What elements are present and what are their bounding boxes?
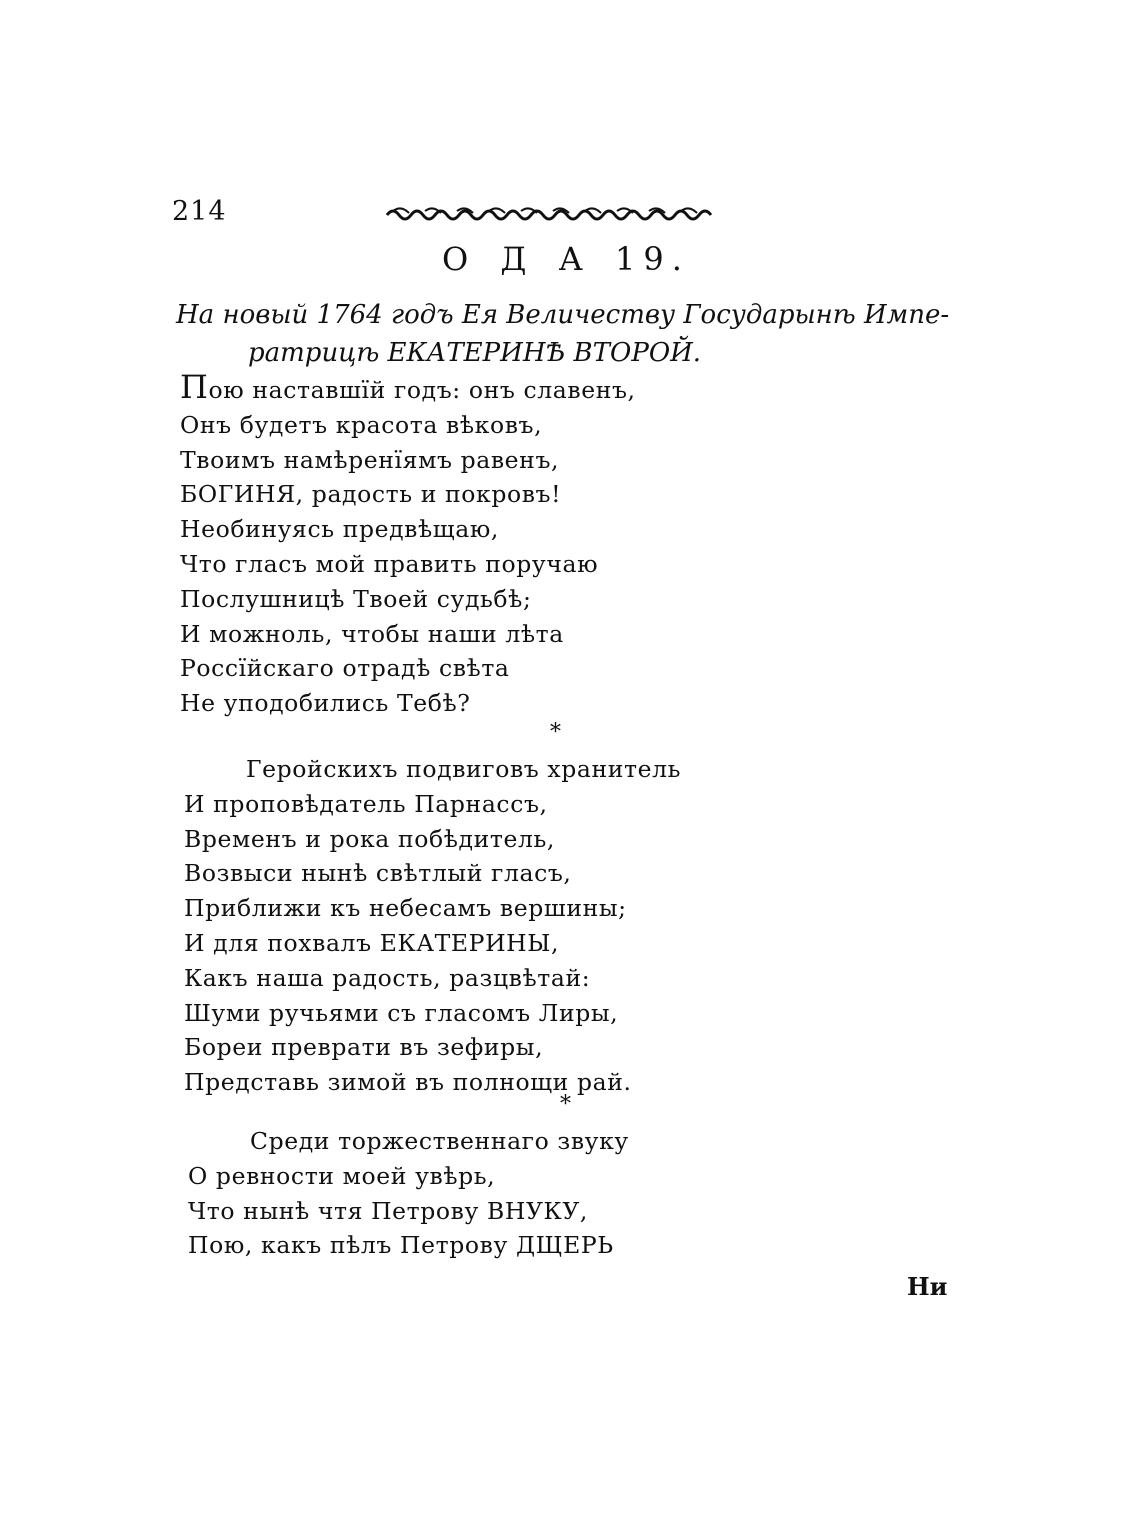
verse-line: Пою, какъ пѣлъ Петрову ДЩЕРЬ <box>188 1231 614 1260</box>
verse-line: И проповѣдатель Парнассъ, <box>184 789 548 818</box>
verse-line: Пою наставшїй годъ: онъ славенъ, <box>180 368 636 406</box>
verse-line: Возвыси нынѣ свѣтлый гласъ, <box>184 859 572 888</box>
dedication-line-2: ратрицѣ ЕКАТЕРИНѢ ВТОРОЙ. <box>248 338 702 368</box>
verse-line: Что гласъ мой править поручаю <box>180 549 599 578</box>
verse-line: Послушницѣ Твоей судьбѣ; <box>180 584 532 613</box>
verse-line: Россїйскаго отрадѣ свѣта <box>180 654 510 683</box>
verse-line: Временъ и рока побѣдитель, <box>184 824 555 853</box>
dedication-line-1: На новый 1764 годъ Ея Величеству Государынѣ Импе- <box>176 300 950 330</box>
verse-line: О ревности моей увѣрь, <box>188 1161 496 1190</box>
stanza-separator: * <box>560 1092 571 1117</box>
verse-line: И можноль, чтобы наши лѣта <box>180 619 564 648</box>
verse-line: БОГИНЯ, радость и покровъ! <box>180 480 562 509</box>
verse-line: Твоимъ намѣренїямъ равенъ, <box>180 445 560 474</box>
verse-line: Что нынѣ чтя Петрову ВНУКУ, <box>188 1196 588 1225</box>
ode-title: О Д А 19. <box>442 240 690 278</box>
verse-line: И для похвалъ ЕКАТЕРИНЫ, <box>184 928 560 957</box>
verse-line: Среди торжественнаго звуку <box>250 1127 629 1155</box>
verse-line: Какъ наша радость, разцвѣтай: <box>184 963 591 992</box>
verse-line: Геройскихъ подвиговъ хранитель <box>246 755 682 783</box>
drop-cap: П <box>180 368 209 406</box>
catchword: Ни <box>907 1272 948 1301</box>
verse-line: Представь зимой въ полнощи рай. <box>184 1068 632 1097</box>
verse-line: Онъ будетъ красота вѣковъ, <box>180 410 543 439</box>
stanza-1 <box>180 368 636 721</box>
verse-line: Шуми ручьями съ гласомъ Лиры, <box>184 998 619 1027</box>
verse-line: Приближи къ небесамъ вершины; <box>184 894 627 923</box>
ornamental-headpiece <box>385 203 720 223</box>
verse-line: Не уподобились Тебѣ? <box>180 689 471 718</box>
stanza-2 <box>184 752 681 1100</box>
page-number: 214 <box>172 196 227 227</box>
verse-line: Бореи преврати въ зефиры, <box>184 1033 544 1062</box>
stanza-3 <box>188 1124 629 1263</box>
stanza-separator: * <box>550 720 561 745</box>
ode-dedication <box>176 296 956 372</box>
verse-line: Необинуясь предвѣщаю, <box>180 515 499 544</box>
